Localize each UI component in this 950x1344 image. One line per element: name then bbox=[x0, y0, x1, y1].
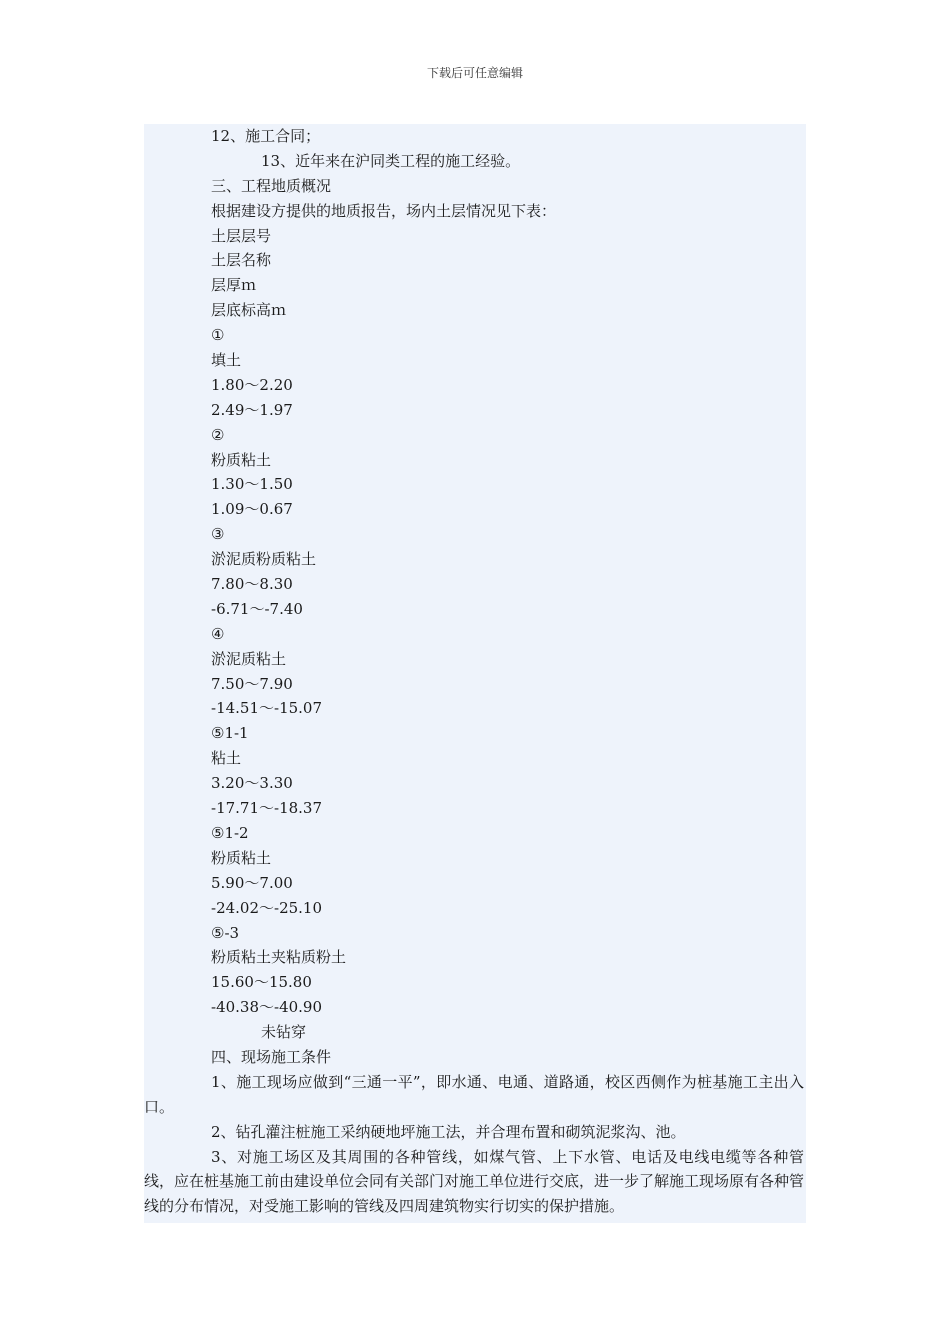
text-line: 粘土 bbox=[211, 749, 242, 768]
text-line: -17.71～-18.37 bbox=[211, 799, 323, 818]
text-line: ③ bbox=[211, 525, 225, 544]
text-line: ⑤1-1 bbox=[211, 724, 249, 743]
text-line: 3.20～3.30 bbox=[211, 774, 293, 793]
text-line: 层厚ｍ bbox=[211, 276, 257, 295]
text-line: -40.38～-40.90 bbox=[211, 998, 323, 1017]
text-line: 1.30～1.50 bbox=[211, 475, 293, 494]
text-line: 土层层号 bbox=[211, 226, 272, 245]
paragraph-list bbox=[144, 1070, 806, 1219]
text-line: 15.60～15.80 bbox=[211, 973, 312, 992]
text-line: 1.09～0.67 bbox=[211, 500, 293, 519]
text-line: ⑤1-2 bbox=[211, 823, 249, 842]
text-line: 粉质粘土 bbox=[211, 848, 272, 867]
text-line: 12、施工合同； bbox=[211, 127, 321, 145]
document-body bbox=[144, 124, 806, 1223]
text-line: 1.80～2.20 bbox=[211, 375, 293, 394]
body-paragraph: 3、对施工场区及其周围的各种管线，如煤气管、上下水管、电话及电线电缆等各种管线，应在桩基施工前由建设单位会同有关部门对施工单位进行交底，进一步了解施工现场原有各种管线的分布情况，对受施工影响的管线及四周建筑物实行切实的保护措施。 bbox=[144, 1147, 805, 1216]
text-line: 2.49～1.97 bbox=[211, 400, 293, 419]
body-paragraph: 1、施工现场应做到“三通一平”，即水通、电通、道路通，校区西侧作为桩基施工主出入口。 bbox=[144, 1072, 804, 1116]
text-line: ④ bbox=[211, 624, 225, 643]
text-line: -14.51～-15.07 bbox=[211, 699, 323, 718]
body-paragraph: 2、钻孔灌注桩施工采纳硬地坪施工法，并合理布置和砌筑泥浆沟、池。 bbox=[211, 1122, 686, 1141]
text-line: ① bbox=[211, 326, 225, 345]
text-line: ⑤-3 bbox=[211, 923, 240, 942]
text-line: 根据建设方提供的地质报告，场内土层情况见下表： bbox=[211, 201, 557, 220]
text-line: ② bbox=[211, 425, 225, 444]
text-line: 淤泥质粉质粘土 bbox=[211, 550, 317, 569]
text-line: 三、工程地质概况 bbox=[211, 176, 332, 195]
text-line: 7.80～8.30 bbox=[211, 575, 293, 594]
text-line: 5.90～7.00 bbox=[211, 873, 293, 892]
text-line: 13、近年来在沪同类工程的施工经验。 bbox=[261, 151, 521, 170]
line-list bbox=[144, 124, 806, 1070]
text-line: 未钻穿 bbox=[261, 1023, 307, 1042]
text-line: 粉质粘土 bbox=[211, 450, 272, 469]
text-line: 填土 bbox=[211, 351, 242, 370]
text-line: -6.71～-7.40 bbox=[211, 599, 303, 618]
text-line: 土层名称 bbox=[211, 251, 272, 270]
page-header-note: 下载后可任意编辑 bbox=[426, 66, 523, 80]
text-line: 层底标高ｍ bbox=[211, 301, 287, 320]
text-line: 四、现场施工条件 bbox=[211, 1047, 332, 1066]
text-line: 粉质粘土夹粘质粉土 bbox=[211, 948, 347, 967]
text-line: 7.50～7.90 bbox=[211, 674, 293, 693]
text-line: -24.02～-25.10 bbox=[211, 898, 323, 917]
text-line: 淤泥质粘土 bbox=[211, 649, 287, 668]
